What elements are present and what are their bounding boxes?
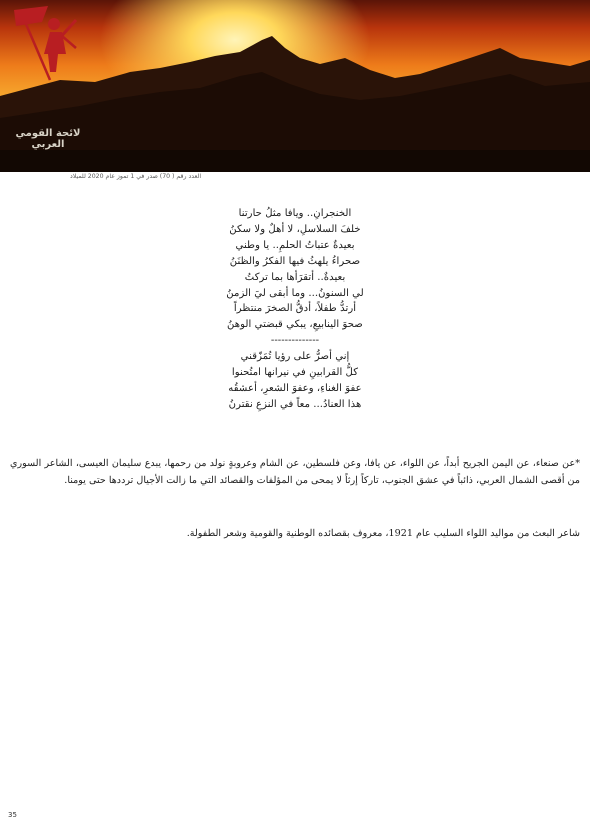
poem: [150, 206, 440, 413]
summary-paragraph: شاعر البعث من مواليد اللواء السليب عام 1921، معروف بقصائده الوطنية والقومية وشعر الطفولة.: [186, 528, 580, 539]
poem-line: بعيدةٌ.. أتقرَأها بما تركتُ: [244, 271, 346, 283]
poem-line: كلُّ القرابينِ في نيرانها امتُحنوا: [231, 367, 359, 379]
poem-line: أرتدُّ طفلاً، أدقُّ الصخرَ منتظراً: [233, 303, 357, 315]
poem-line: صحوَ الينابيعِ، يبكي قبضتي الوهنُ: [227, 319, 363, 331]
poem-divider: --------------: [270, 335, 320, 347]
poem-line: الخنجرانِ.. ويافا مثلُ حارتنا: [238, 208, 352, 219]
header-banner: [0, 0, 590, 172]
valley-floor: [0, 150, 590, 172]
biography-paragraph: *عن صنعاء، عن اليمن الجريح أبداً، عن اللواء، عن يافا، وعن فلسطين، عن الشام وعروبةٍ نولد من رحمها، يبدع سليمان العيسى، الشاعر السوري من أقصى الشمال العربي، ذائباً في عشق الجنوب، تاركاً إرثاً لا يمحى من المؤلفات والقصائد التي ما زالت الأجيال ترددها حتى يومنا.: [10, 458, 580, 486]
poem-line: بعيدةٌ عتباتُ الحلمِ.. يا وطني: [235, 239, 355, 251]
poem-line: هذا العنادُ... معاً في النزعِ نقترنُ: [228, 398, 362, 410]
poem-line: إني أصرُّ على رؤيا تُمَزّقني: [240, 351, 350, 363]
issue-info: العدد رقم ( 70) صدر في 1 تموز عام 2020 للميلاد: [70, 173, 202, 180]
logo-wordmark: لائحة القومي العربي: [15, 128, 81, 150]
poem-line: لي السنونُ... وما أبقى ليَ الزمنُ: [226, 287, 364, 299]
poem-line: خلفَ السلاسلِ، لا أهلٌ ولا سكنُ: [229, 223, 361, 235]
poem-line: صحراءُ يلهثُ فيها الفكرُ والظنَنُ: [229, 255, 361, 267]
page-number: 35: [8, 811, 17, 819]
poem-line: عفوَ الغناءِ، وعفوَ الشعرِ، أعشقُه: [228, 382, 362, 394]
organization-logo-icon: [0, 0, 80, 88]
